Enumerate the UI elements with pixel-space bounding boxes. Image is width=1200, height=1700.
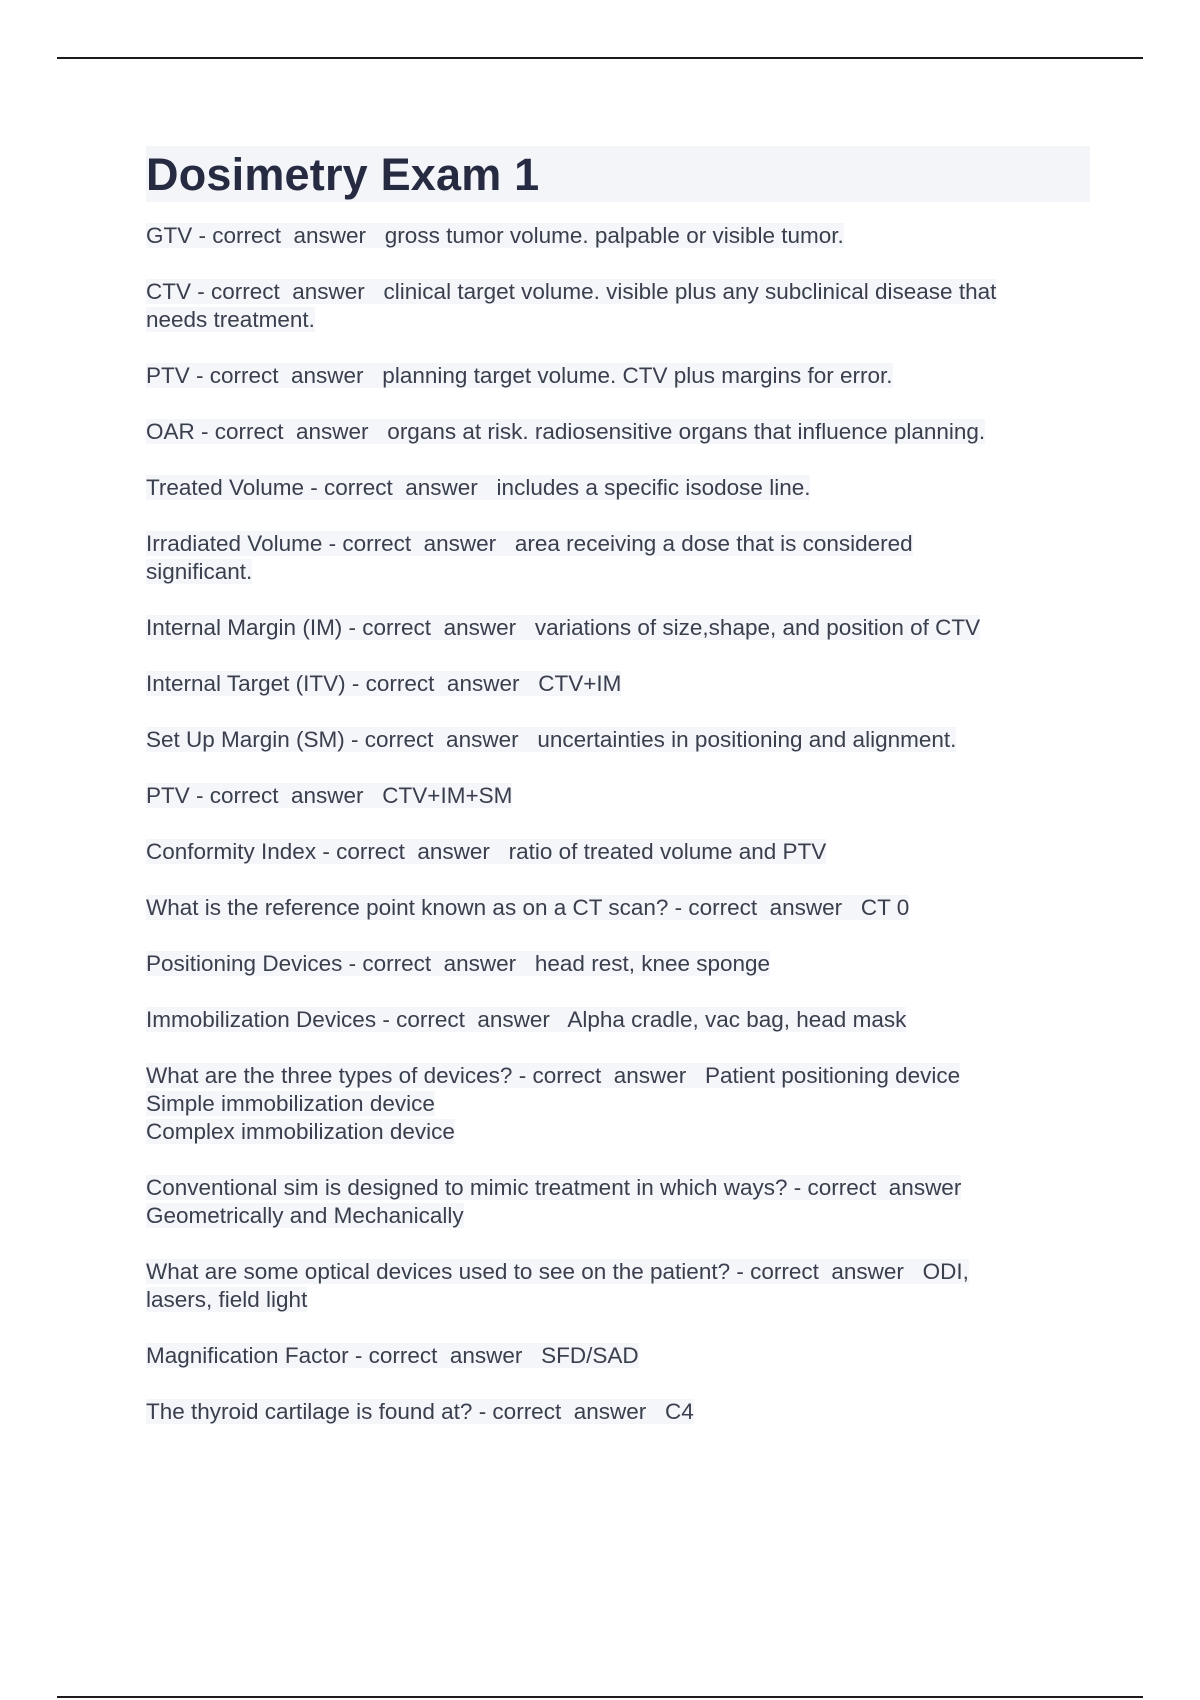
qa-list <box>146 222 1090 1426</box>
qa-line-text: Internal Target (ITV) - correct answer CTV+IM <box>146 671 622 696</box>
qa-line-text: PTV - correct answer planning target volume. CTV plus margins for error. <box>146 363 893 388</box>
qa-line-text: Set Up Margin (SM) - correct answer uncertainties in positioning and alignment. <box>146 727 957 752</box>
qa-line-text: Complex immobilization device <box>146 1119 455 1144</box>
qa-item <box>146 362 1090 390</box>
qa-line <box>146 278 1090 306</box>
qa-line-text: CTV - correct answer clinical target volume. visible plus any subclinical disease that <box>146 279 997 304</box>
qa-item <box>146 726 1090 754</box>
qa-line <box>146 670 1090 698</box>
qa-line <box>146 1062 1090 1090</box>
qa-line <box>146 950 1090 978</box>
qa-line-text: What is the reference point known as on a CT scan? - correct answer CT 0 <box>146 895 910 920</box>
qa-line-text: Conventional sim is designed to mimic treatment in which ways? - correct answer <box>146 1175 962 1200</box>
qa-item <box>146 1174 1090 1230</box>
qa-line-text: lasers, field light <box>146 1287 308 1312</box>
qa-line <box>146 1258 1090 1286</box>
qa-line-text: What are some optical devices used to see on the patient? - correct answer ODI, <box>146 1259 969 1284</box>
qa-item <box>146 838 1090 866</box>
qa-item <box>146 1258 1090 1314</box>
qa-line-text: Positioning Devices - correct answer head rest, knee sponge <box>146 951 771 976</box>
qa-line-text: Immobilization Devices - correct answer Alpha cradle, vac bag, head mask <box>146 1007 907 1032</box>
qa-item <box>146 670 1090 698</box>
document-body <box>146 146 1090 1454</box>
qa-line <box>146 1006 1090 1034</box>
qa-line <box>146 306 1090 334</box>
qa-line <box>146 1202 1090 1230</box>
qa-item <box>146 1062 1090 1146</box>
qa-item <box>146 418 1090 446</box>
qa-item <box>146 278 1090 334</box>
qa-item <box>146 222 1090 250</box>
qa-item <box>146 1006 1090 1034</box>
qa-line-text: Conformity Index - correct answer ratio of treated volume and PTV <box>146 839 827 864</box>
qa-item <box>146 894 1090 922</box>
qa-line <box>146 782 1090 810</box>
qa-line-text: GTV - correct answer gross tumor volume. palpable or visible tumor. <box>146 223 844 248</box>
qa-line-text: Geometrically and Mechanically <box>146 1203 464 1228</box>
qa-line <box>146 1118 1090 1146</box>
qa-item <box>146 1342 1090 1370</box>
qa-item <box>146 950 1090 978</box>
qa-line-text: What are the three types of devices? - correct answer Patient positioning device <box>146 1063 961 1088</box>
qa-line <box>146 418 1090 446</box>
qa-line-text: The thyroid cartilage is found at? - correct answer C4 <box>146 1399 694 1424</box>
qa-item <box>146 1398 1090 1426</box>
page-title: Dosimetry Exam 1 <box>146 148 540 200</box>
qa-line-text: Magnification Factor - correct answer SFD/SAD <box>146 1343 639 1368</box>
qa-line <box>146 1398 1090 1426</box>
qa-line <box>146 614 1090 642</box>
qa-item <box>146 782 1090 810</box>
qa-line <box>146 838 1090 866</box>
qa-line-text: Internal Margin (IM) - correct answer variations of size,shape, and position of CTV <box>146 615 981 640</box>
qa-line <box>146 558 1090 586</box>
title-band <box>146 146 1090 202</box>
qa-line-text: Simple immobilization device <box>146 1091 435 1116</box>
qa-line-text: Treated Volume - correct answer includes a specific isodose line. <box>146 475 811 500</box>
qa-item <box>146 530 1090 586</box>
qa-item <box>146 474 1090 502</box>
qa-line <box>146 726 1090 754</box>
qa-line <box>146 1342 1090 1370</box>
qa-line-text: significant. <box>146 559 253 584</box>
qa-line-text: PTV - correct answer CTV+IM+SM <box>146 783 513 808</box>
qa-item <box>146 614 1090 642</box>
qa-line <box>146 894 1090 922</box>
top-rule <box>57 57 1143 59</box>
qa-line <box>146 474 1090 502</box>
qa-line <box>146 1286 1090 1314</box>
qa-line <box>146 362 1090 390</box>
qa-line <box>146 1174 1090 1202</box>
qa-line <box>146 222 1090 250</box>
bottom-rule <box>57 1696 1143 1698</box>
qa-line-text: needs treatment. <box>146 307 315 332</box>
qa-line-text: OAR - correct answer organs at risk. radiosensitive organs that influence planning. <box>146 419 986 444</box>
qa-line-text: Irradiated Volume - correct answer area receiving a dose that is considered <box>146 531 913 556</box>
qa-line <box>146 1090 1090 1118</box>
qa-line <box>146 530 1090 558</box>
